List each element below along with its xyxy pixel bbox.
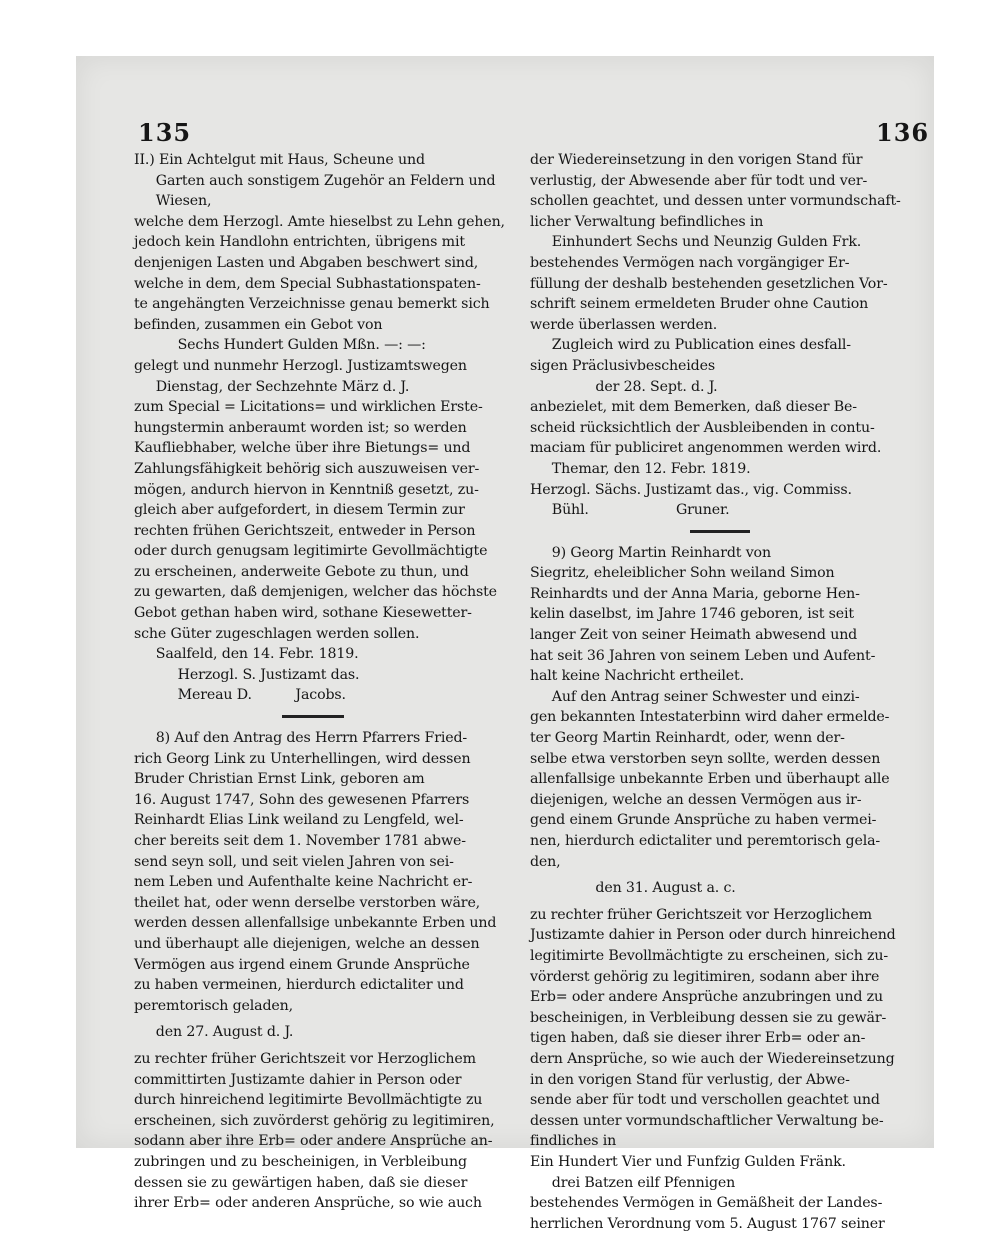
text-line: denjenigen Lasten und Abgaben beschwert sind, [134,254,479,271]
text-line: Mereau D. Jacobs. [134,687,346,704]
text-line: Saalfeld, den 14. Febr. 1819. [134,646,359,663]
text-line: zum Special = Licitations= und wirklichen Erste- [134,399,483,416]
text-line: legitimirte Bevollmächtigte zu erscheinen, sich zu- [530,947,889,964]
text-line: gleich aber aufgefordert, in diesem Termin zur [134,502,465,519]
text-line: und überhaupt alle diejenigen, welche an dessen [134,935,480,952]
text-line: te angehängten Verzeichnisse genau bemerkt sich [134,296,490,313]
text-line: herrlichen Verordnung vom 5. August 1767 seiner [530,1215,885,1232]
text-line: Auf den Antrag seiner Schwester und einzi- [530,688,860,705]
text-line: Zugleich wird zu Publication eines desfall- [530,337,851,354]
text-line: werde überlassen werden. [530,316,718,333]
text-line: halt keine Nachricht ertheilet. [530,668,744,685]
text-line: II.) Ein Achtelgut mit Haus, Scheune und [134,152,425,168]
text-line: dern Ansprüche, so wie auch der Wiedereinsetzung [530,1050,895,1067]
text-line: Sechs Hundert Gulden Mßn. —: —: [134,337,426,354]
text-line: tigen haben, daß sie dieser ihrer Erb= oder an- [530,1030,866,1047]
text-line: hat seit 36 Jahren von seinem Leben und Aufent- [530,647,876,664]
text-line: 9) Georg Martin Reinhardt von [530,544,771,561]
text-line: maciam für publiciret angenommen werden wird. [530,440,882,457]
text-line: bestehendes Vermögen nach vorgängiger Er- [530,254,850,271]
text-line: Siegritz, eheleiblicher Sohn weiland Simon [530,565,835,582]
text-column-right [530,150,914,1234]
text-line: werden dessen allenfallsige unbekannte Erben und [134,915,497,932]
text-line: zu erscheinen, anderweite Gebote zu thun, und [134,563,469,580]
text-line: der 28. Sept. d. J. [530,378,718,395]
text-line: zu gewarten, daß demjenigen, welcher das höchste [134,584,497,601]
text-line: sigen Präclusivbescheides [530,357,715,374]
text-line: welche in dem, dem Special Subhastationspaten- [134,275,481,292]
text-line: sodann aber ihre Erb= oder andere Ansprüche an- [134,1133,493,1150]
text-line: schrift seinem ermeldeten Bruder ohne Caution [530,296,869,313]
text-line: nen, hierdurch edictaliter und peremtorisch gela- [530,833,881,849]
text-line: füllung der deshalb bestehenden gesetzlichen Vor- [530,275,888,292]
text-line: mögen, andurch hiervon in Kenntniß gesetzt, zu- [134,481,479,498]
page-number-left: 135 [138,118,192,147]
section-divider [530,527,914,537]
text-line: sende aber für todt und verschollen geachtet und [530,1092,880,1109]
text-line: Reinhardts und der Anna Maria, geborne Hen- [530,585,860,602]
text-line: Erb= oder andere Ansprüche anzubringen und zu [530,989,883,1006]
text-line: selbe etwa verstorben seyn sollte, werden dessen [530,750,881,767]
text-line: in den vorigen Stand für verlustig, der Abwe- [530,1071,850,1088]
text-line: findliches in [530,1133,617,1150]
text-line: Bühl. Gruner. [530,502,730,519]
text-line: Garten auch sonstigem Zugehör an Feldern und [134,172,496,189]
text-line: allenfallsige unbekannte Erben und überhaupt alle [530,771,890,788]
text-line: Herzogl. S. Justizamt das. [134,666,360,683]
text-line: sche Güter zugeschlagen werden sollen. [134,625,420,642]
text-line: drei Batzen eilf Pfennigen [530,1174,736,1191]
text-line: anbezielet, mit dem Bemerken, daß dieser Be- [530,399,857,416]
text-line: dessen unter vormundschaftlicher Verwaltung be- [530,1112,884,1129]
text-line: erscheinen, sich zuvörderst gehörig zu legitimiren, [134,1112,495,1129]
text-line: den 27. August d. J. [134,1024,294,1041]
text-line: langer Zeit von seiner Heimath abwesend und [530,627,858,644]
text-line: hungstermin anberaumt worden ist; so werden [134,419,467,436]
text-line: zubringen und zu bescheinigen, in Verbleibung [134,1153,467,1170]
text-line: cher bereits seit dem 1. November 1781 abwe- [134,833,466,849]
text-line: committirten Justizamte dahier in Person oder [134,1071,462,1088]
text-line: Herzogl. Sächs. Justizamt das., vig. Commiss. [530,481,852,498]
text-line: welche dem Herzogl. Amte hieselbst zu Lehn gehen, [134,213,505,230]
text-line: bestehendes Vermögen in Gemäßheit der Landes- [530,1195,883,1212]
text-line: Reinhardt Elias Link weiland zu Lengfeld, wel- [134,812,464,829]
text-line: Justizamte dahier in Person oder durch hinreichend [530,927,896,944]
text-line: Themar, den 12. Febr. 1819. [530,460,751,477]
text-line: scheid rücksichtlich der Ausbleibenden in contu- [530,419,875,436]
section-divider [134,712,522,722]
text-line: kelin daselbst, im Jahre 1746 geboren, ist seit [530,606,854,623]
text-line: gend einem Grunde Ansprüche zu haben vermei- [530,812,877,829]
text-line: den 31. August a. c. [530,880,736,897]
text-line: ter Georg Martin Reinhardt, oder, wenn der- [530,730,845,747]
text-line: rechten frühen Gerichtszeit, entweder in Person [134,522,476,539]
text-line: gelegt und nunmehr Herzogl. Justizamtswegen [134,357,467,374]
text-line: licher Verwaltung befindliches in [530,213,764,230]
text-line: nem Leben und Aufenthalte keine Nachricht er- [134,874,473,891]
text-line: Einhundert Sechs und Neunzig Gulden Frk. [530,234,862,251]
text-line: Gebot gethan haben wird, sothane Kiesewetter- [134,605,472,622]
text-line: vörderst gehörig zu legitimiren, sodann aber ihre [530,968,880,985]
text-line: rich Georg Link zu Unterhellingen, wird dessen [134,750,471,767]
text-column-left [134,150,522,1214]
text-line: Bruder Christian Ernst Link, geboren am [134,771,425,788]
text-line: theilet hat, oder wenn derselbe verstorben wäre, [134,894,481,911]
text-line: der Wiedereinsetzung in den vorigen Stand für [530,152,863,168]
text-line: zu rechter früher Gerichtszeit vor Herzoglichem [134,1050,476,1067]
text-line: zu rechter früher Gerichtszeit vor Herzoglichem [530,906,872,923]
text-line: send seyn soll, und seit vielen Jahren von sei- [134,853,454,870]
text-line: zu haben vermeinen, hierdurch edictaliter und [134,977,464,994]
text-line: ihrer Erb= oder anderen Ansprüche, so wie auch [134,1195,482,1212]
text-line: dessen sie zu gewärtigen haben, daß sie dieser [134,1174,468,1191]
text-line: den, [530,853,561,870]
text-line: Ein Hundert Vier und Funfzig Gulden Fränk. [530,1153,846,1170]
text-line: verlustig, der Abwesende aber für todt und ver- [530,172,868,189]
text-line: jedoch kein Handlohn entrichten, übrigens mit [134,234,465,251]
text-line: Zahlungsfähigkeit behörig sich auszuweisen ver- [134,460,480,477]
text-line: schollen geachtet, und dessen unter vormundschaft- [530,193,901,210]
page-number-right: 136 [876,118,930,147]
text-line: Vermögen aus irgend einem Grunde Ansprüche [134,956,470,973]
text-line: Dienstag, der Sechzehnte März d. J. [134,378,410,395]
text-line: gen bekannten Intestaterbinn wird daher ermelde- [530,709,890,726]
text-line: Kaufliebhaber, welche über ihre Bietungs= und [134,440,471,457]
text-line: 8) Auf den Antrag des Herrn Pfarrers Fried- [134,730,468,747]
text-line: befinden, zusammen ein Gebot von [134,316,383,333]
text-line: oder durch genugsam legitimirte Gevollmächtigte [134,543,488,560]
text-line: Wiesen, [134,193,212,210]
text-line: durch hinreichend legitimirte Bevollmächtigte zu [134,1092,483,1109]
text-line: diejenigen, welche an dessen Vermögen aus ir- [530,791,862,808]
text-line: 16. August 1747, Sohn des gewesenen Pfarrers [134,791,470,808]
text-line: peremtorisch geladen, [134,997,293,1014]
text-line: bescheinigen, in Verbleibung dessen sie zu gewär- [530,1009,887,1026]
